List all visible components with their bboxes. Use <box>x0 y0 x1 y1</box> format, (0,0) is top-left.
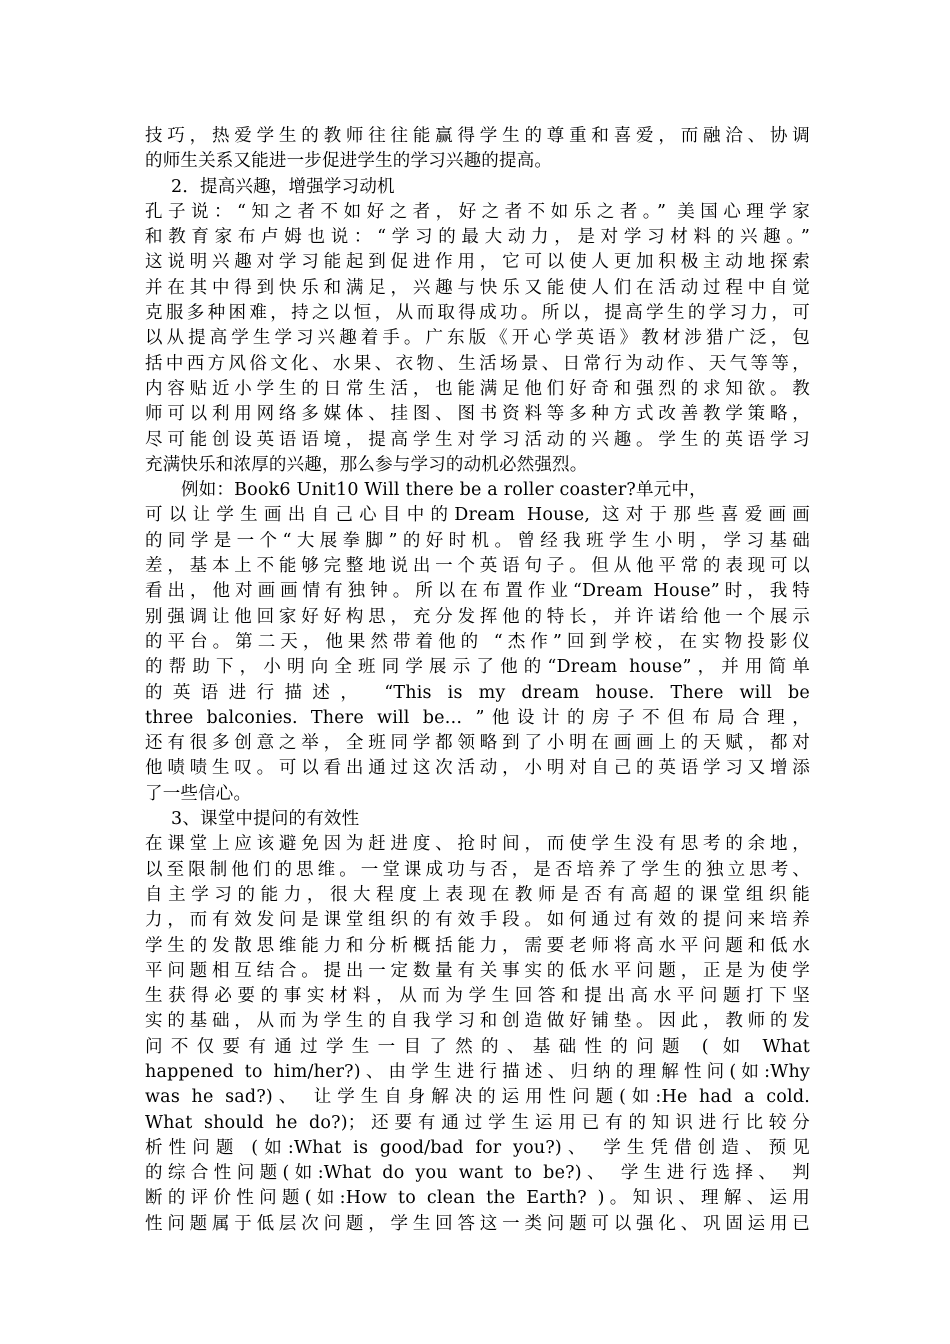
text-line: 差，基本上不能够完整地说出一个英语句子。但从他平常的表现可以 <box>145 556 810 577</box>
text-line: 的同学是一个“大展拳脚”的好时机。曾经我班学生小明，学习基础 <box>145 530 810 551</box>
text-line: 这说明兴趣对学习能起到促进作用，它可以使人更加积极主动地探索 <box>145 252 810 273</box>
text-line: 他啧啧生叹。可以看出通过这次活动，小明对自己的英语学习又增添 <box>145 758 810 779</box>
section-heading: 3、课堂中提问的有效性 <box>171 809 360 830</box>
document-body <box>145 124 810 1237</box>
text-line: 的综合性问题(如:What do you want to be?)、 学生进行选择、 判 <box>145 1163 810 1184</box>
text-line: 孔子说：“知之者不如好之者，好之者不如乐之者。” 美国心理学家 <box>145 201 810 222</box>
text-line: 的英语进行描述， “This is my dream house. There will be <box>145 682 810 703</box>
text-line: 问不仅要有通过学生一目了然的、基础性的问题 ( 如 What <box>145 1036 810 1057</box>
text-line: 以从提高学生学习兴趣着手。广东版《开心学英语》教材涉猎广泛，包 <box>145 328 810 349</box>
text-line: 看出，他对画画情有独钟。所以在布置作业“Dream House”时，我特 <box>145 581 810 602</box>
text-line: 了一些信心。 <box>145 783 252 804</box>
text-line: 别强调让他回家好好构思，充分发挥他的特长，并许诺给他一个展示 <box>145 606 810 627</box>
text-line: 例如：Book6 Unit10 Will there be a roller coaster?单元中， <box>181 480 707 501</box>
text-line: 在课堂上应该避免因为赶进度、抢时间，而使学生没有思考的余地， <box>145 834 810 855</box>
text-line: 技巧，热爱学生的教师往往能赢得学生的尊重和喜爱，而融洽、协调 <box>145 126 810 146</box>
text-line: 内容贴近小学生的日常生活，也能满足他们好奇和强烈的求知欲。教 <box>145 378 810 399</box>
text-line: 以至限制他们的思维。一堂课成功与否，是否培养了学生的独立思考、 <box>145 859 810 880</box>
text-line: 并在其中得到快乐和满足，兴趣与快乐又能使人们在活动过程中自觉 <box>145 277 810 298</box>
text-line: 学生的发散思维能力和分析概括能力，需要老师将高水平问题和低水 <box>145 935 810 956</box>
text-line: three balconies. There will be… ”他设计的房子不但布局合理， <box>145 707 810 728</box>
text-line: 力，而有效发问是课堂组织的有效手段。如何通过有效的提问来培养 <box>145 910 810 931</box>
text-line: 平问题相互结合。提出一定数量有关事实的低水平问题，正是为使学 <box>145 960 810 981</box>
text-line: 充满快乐和浓厚的兴趣，那么参与学习的动机必然强烈。 <box>145 454 588 475</box>
text-line: 的师生关系又能进一步促进学生的学习兴趣的提高。 <box>145 151 553 172</box>
text-line: happened to him/her?)、由学生进行描述、归纳的理解性问(如:Why <box>145 1061 810 1082</box>
section-heading: 2．提高兴趣，增强学习动机 <box>171 176 395 197</box>
text-line: 性问题属于低层次问题，学生回答这一类问题可以强化、巩固运用已 <box>145 1213 810 1234</box>
text-line: 自主学习的能力，很大程度上表现在教师是否有高超的课堂组织能 <box>145 884 810 905</box>
text-line: 克服多种困难，持之以恒，从而取得成功。所以，提高学生的学习力，可 <box>145 303 810 324</box>
text-line: 括中西方风俗文化、水果、衣物、生活场景、日常行为动作、天气等等， <box>145 353 810 374</box>
text-line: 的平台。第二天，他果然带着他的 “杰作”回到学校，在实物投影仪 <box>145 631 810 652</box>
text-line: 析性问题 (如:What is good/bad for you?)、 学生凭借创造、预见 <box>145 1137 810 1158</box>
text-line: 的帮助下，小明向全班同学展示了他的“Dream house”，并用简单 <box>145 657 810 678</box>
text-line: 还有很多创意之举，全班同学都领略到了小明在画画上的天赋，都对 <box>145 733 810 754</box>
text-line: What should he do?)；还要有通过学生运用已有的知识进行比较分 <box>145 1112 810 1133</box>
text-line: 尽可能创设英语语境，提高学生对学习活动的兴趣。学生的英语学习 <box>145 429 810 450</box>
text-line: was he sad?)、 让学生自身解决的运用性问题(如:He had a cold. <box>145 1087 810 1108</box>
text-line: 和教育家布卢姆也说：“学习的最大动力，是对学习材料的兴趣。” <box>145 227 810 248</box>
text-line: 实的基础，从而为学生的自我学习和创造做好铺垫。因此，教师的发 <box>145 1011 810 1032</box>
text-line: 生获得必要的事实材料，从而为学生回答和提出高水平问题打下坚 <box>145 986 810 1007</box>
text-line: 可以让学生画出自己心目中的Dream House, 这对于那些喜爱画画 <box>145 505 810 526</box>
text-line: 师可以利用网络多媒体、挂图、图书资料等多种方式改善教学策略， <box>145 404 810 425</box>
text-line: 断的评价性问题(如:How to clean the Earth? )。知识、理解、运用 <box>145 1188 810 1209</box>
